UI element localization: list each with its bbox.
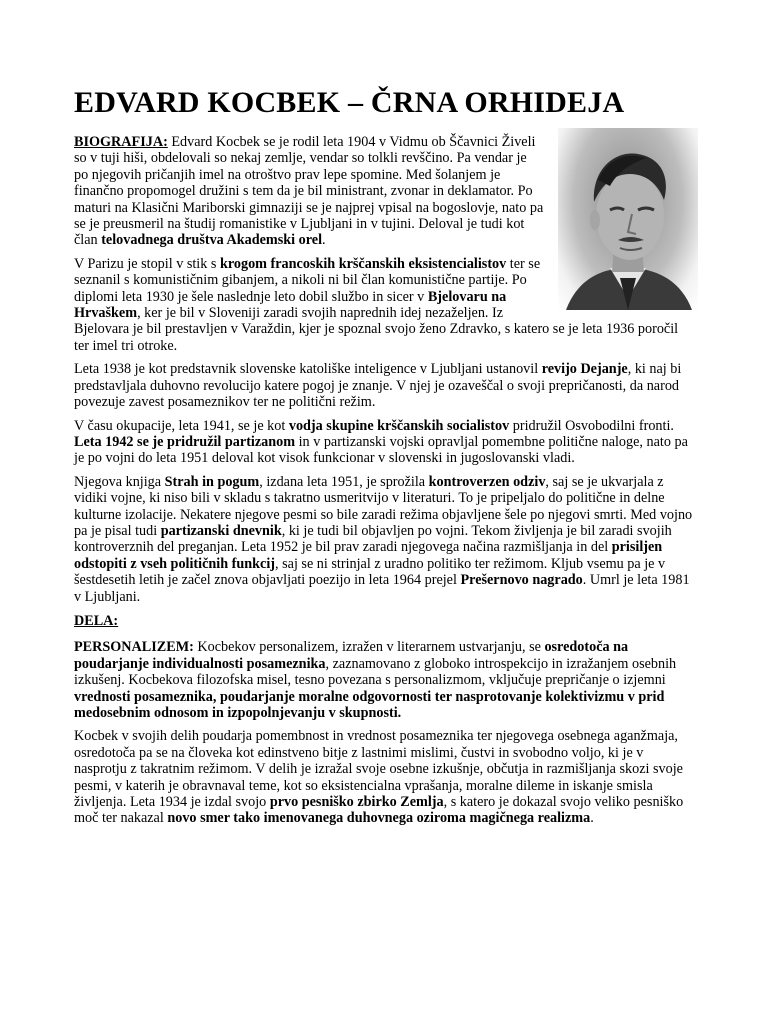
works-paragraph-1 [74, 639, 694, 721]
emphasis: telovadnega društva Akademski orel [101, 232, 323, 249]
text-run: V času okupacije, leta 1941, se je kot [74, 417, 289, 434]
emphasis: Strah in pogum [164, 473, 260, 490]
emphasis: prvo pesniško zbirko Zemlja [269, 794, 444, 811]
text-run: , ki je tudi bil objavljen po vojni. Tekom življenja je bil zaradi svojih kontroverznih del preganjan. Leta 1952 je bil prav zaradi njegovega načina razmišljanja in del [74, 522, 672, 556]
text-run: , ki naj bi predstavljala duhovno revolucijo katere pogoj je znanje. V njej je ozaveščal o svoji prepričanosti, da narod povezuje zavest posameznikov ter ne politični režim. [74, 361, 682, 411]
emphasis: vodja skupine krščanskih socialistov [288, 417, 510, 434]
emphasis: krogom francoskih krščanskih eksistencialistov [219, 255, 507, 272]
document-title: EDVARD KOCBEK – ČRNA ORHIDEJA [74, 86, 625, 119]
personalism-label: PERSONALIZEM: [74, 639, 194, 656]
emphasis: osredotoča na poudarjanje individualnosti posameznika [74, 639, 629, 672]
emphasis: vrednosti posameznika, poudarjanje moralne odgovornosti ter nasprotovanje kolektivizmu v prid medosebnim odnosom in izpopolnjevanju v skupnosti. [74, 688, 665, 721]
document-page [74, 86, 694, 827]
text-run: Njegova knjiga [74, 473, 165, 490]
text-run: , izdana leta 1951, je sprožila [259, 473, 429, 490]
text-run: Kocbekov personalizem, izražen v literarnem ustvarjanju, se [193, 639, 545, 656]
text-run: . Umrl je leta 1981 v Ljubljani. [74, 572, 690, 605]
text-run: , saj se ni strinjal z uradno politiko ter režimom. Kljub vsemu pa je v šestdesetih letih je začel znova objavljati poezijo in leta 1964 prejel [74, 555, 666, 589]
works-heading [74, 613, 694, 629]
emphasis: Prešernovo nagrado [460, 572, 583, 589]
text-run: . [322, 232, 326, 249]
text-run: in v partizanski vojski opravljal pomembne politične naloge, nato pa je po vojni do leta 1951 deloval kot visok funkcionar v slovenski in jugoslovanski vladi. [74, 433, 688, 467]
text-run: . [590, 810, 594, 827]
biography-label: BIOGRAFIJA: [74, 134, 168, 150]
text-run: , ker je bil v Sloveniji zaradi svojih naprednih idej nezaželjen. Iz Bjelovara je bil prestavljen v Varaždin, kjer je spoznal svojo ženo Zdravko, s katero se je leta 1936 poročil ter imel tri otroke. [74, 305, 679, 354]
biography-paragraph-5 [74, 474, 694, 605]
portrait-illustration [558, 128, 698, 310]
works-paragraph-2 [74, 728, 694, 826]
works-label: DELA: [74, 612, 119, 629]
emphasis: revijo Dejanje [541, 361, 628, 378]
text-run: , zaznamovano z globoko introspekcijo in izražanjem osebnih izkušenj. Kocbekova filozofska misel, tesno povezana s personalizmom, vključuje prepričanje o izjemni [74, 655, 677, 689]
emphasis: kontroverzen odziv [428, 473, 546, 490]
text-run: pridružil Osvobodilni fronti. [509, 417, 674, 434]
emphasis: Bjelovaru na Hrvaškem [74, 288, 507, 322]
biography-paragraph-3 [74, 361, 694, 410]
text-run: , s katero je dokazal svojo veliko pesniško moč ter nakazal [74, 794, 684, 827]
text-run: ter se seznanil s komunističnim gibanjem, a nikoli ni bil član komunistične partije. Po diplomi leta 1930 je šele naslednje leto dobil službo in sicer v [74, 255, 541, 305]
text-run: Kocbek v svojih delih poudarja pomembnost in vrednost posameznika ter njegovega osebnega aganžmaja, osredotoča pa se na človeka kot edinstveno bitje z lastnimi mislimi, čustvi in svobodno voljo, ki je v nasprotju z takratnim režimom. V delih je izražal svoje osebne izkušnje, občutja in razmišljanja skozi svoje pesmi, v katerih je obravnaval teme, kot so eksistencialna vprašanja, moralne dileme in iskanje smisla življenja. Leta 1934 je izdal svojo [74, 728, 683, 811]
text-run: Edvard Kocbek se je rodil leta 1904 v Vidmu ob Ščavnici Živeli so v tuji hiši, obdelovali so nekaj zemlje, vendar so tolkli revščino. Pa vendar je po njegovih pričanjih imel na otroštvo prav lepe spomine. Med šolanjem je finančno propomogel družini s tem da je bil ministrant, zvonar in deklamator. Po maturi na Klasični Mariborski gimnaziji se je najprej vpisal na bogoslovje, nato pa se je preusmeril na študij romanistike v Ljubljani in v tujini. Deloval je tudi kot član [74, 134, 544, 249]
text-run: V Parizu je stopil v stik s [74, 255, 220, 272]
emphasis: partizanski dnevnik [160, 522, 282, 539]
text-run: Leta 1938 je kot predstavnik slovenske katoliške inteligence v Ljubljani ustanovil [74, 361, 542, 378]
emphasis: prisiljen odstopiti z vseh političnih funkcij [74, 539, 663, 572]
text-run: , saj se je ukvarjala z vidiki vojne, ki niso bili v skladu s takratno usmeritvijo v literaturi. To je pripeljalo do politične in delne kulturne izolacije. Nekatere njegove pesmi so bile zaradi režima objavljene šele po njegovi smrti. Med vojno pa je pisal tudi [74, 473, 693, 539]
emphasis: novo smer tako imenovanega duhovnega oziroma magičnega realizma [167, 810, 591, 827]
author-portrait-photo [558, 128, 698, 310]
biography-paragraph-4 [74, 418, 694, 467]
emphasis: Leta 1942 se je pridružil partizanom [74, 433, 296, 450]
